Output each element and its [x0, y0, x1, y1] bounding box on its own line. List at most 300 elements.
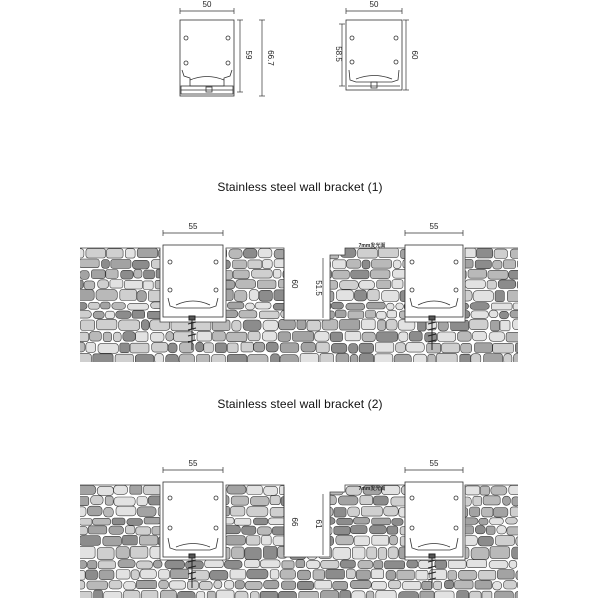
stone: [329, 486, 344, 495]
stone: [517, 281, 535, 290]
stone: [259, 311, 279, 319]
stone: [248, 331, 260, 341]
stone: [348, 311, 364, 319]
stone: [330, 332, 342, 342]
stone: [510, 249, 522, 258]
stone: [271, 354, 280, 365]
stone: [89, 302, 100, 309]
stone: [388, 547, 398, 559]
stone: [137, 248, 158, 257]
stone: [513, 303, 534, 310]
stone: [484, 354, 503, 365]
stone: [243, 249, 257, 258]
stone: [349, 344, 358, 354]
stone: [477, 249, 493, 258]
stone: [137, 507, 156, 517]
stone: [494, 249, 507, 258]
stone: [78, 353, 92, 364]
stone: [467, 560, 487, 568]
stone: [130, 343, 149, 353]
section-2-depth-left: 66: [290, 517, 299, 527]
stone: [239, 311, 257, 319]
stone: [102, 260, 110, 269]
stone: [416, 570, 428, 580]
stone: [388, 580, 401, 588]
stone: [512, 547, 526, 559]
stone: [214, 580, 222, 588]
stone: [304, 536, 316, 546]
stone: [249, 290, 259, 301]
stone: [464, 536, 478, 546]
stone: [257, 527, 272, 535]
stone: [93, 354, 113, 365]
stone: [321, 560, 339, 568]
stone: [293, 332, 314, 342]
mounting-profile-1-right: [405, 245, 463, 317]
stone: [331, 343, 347, 353]
stone: [227, 485, 246, 494]
stone: [516, 571, 535, 581]
stone: [242, 526, 256, 534]
stone: [340, 590, 351, 600]
stone: [377, 312, 387, 320]
stone: [86, 343, 96, 353]
stone: [394, 354, 411, 365]
stone: [428, 354, 436, 365]
stone: [281, 581, 295, 589]
stone: [397, 570, 414, 580]
stone: [366, 311, 376, 319]
stone: [358, 561, 373, 569]
stone: [137, 497, 147, 506]
stone: [406, 342, 424, 352]
stone: [84, 281, 95, 290]
stone: [118, 560, 135, 568]
stone: [247, 507, 268, 517]
stone: [292, 303, 300, 310]
stone: [378, 248, 398, 257]
stone: [217, 590, 235, 600]
stone: [222, 517, 234, 524]
stone: [282, 561, 294, 569]
stone: [488, 270, 508, 279]
stone: [378, 548, 387, 560]
stone: [366, 591, 374, 600]
stone: [296, 560, 305, 568]
section-2-left-width: 55: [188, 459, 198, 468]
stone: [321, 591, 339, 600]
stone: [318, 496, 336, 505]
stone: [197, 332, 212, 342]
stone: [88, 526, 107, 534]
stone: [370, 270, 390, 279]
stone: [116, 311, 132, 319]
stone: [491, 303, 512, 310]
stone: [281, 310, 298, 318]
stone-texture-2: [72, 485, 540, 600]
stone: [99, 570, 114, 580]
stone: [262, 332, 277, 342]
stone: [80, 536, 101, 546]
stone: [250, 497, 269, 506]
stone: [515, 591, 530, 600]
stone: [519, 560, 533, 568]
stone: [506, 332, 523, 342]
stone: [307, 248, 319, 257]
stone: [498, 280, 516, 289]
stone: [493, 343, 514, 353]
bracket-1-caption: Stainless steel wall bracket (1): [217, 180, 383, 194]
stone: [125, 249, 135, 258]
stone: [278, 591, 296, 600]
stone: [340, 320, 360, 331]
stone: [120, 343, 130, 353]
stone: [120, 290, 137, 301]
stone: [470, 303, 489, 310]
stone: [235, 519, 251, 526]
stone: [227, 354, 247, 365]
stone: [495, 591, 514, 600]
stone: [279, 319, 296, 330]
stone: [517, 260, 536, 269]
stone: [386, 303, 394, 310]
stone: [247, 569, 268, 579]
stone: [399, 592, 419, 601]
stone: [81, 320, 95, 331]
stone: [116, 570, 130, 580]
stone: [152, 342, 168, 352]
section-1-left-width: 55: [188, 222, 198, 231]
stone: [307, 320, 320, 331]
stone: [335, 310, 346, 318]
stone: [489, 310, 498, 318]
stone: [372, 536, 389, 546]
profile-2-width-label: 50: [369, 0, 379, 9]
stone: [160, 590, 176, 600]
stone: [78, 507, 86, 517]
stone: [127, 303, 148, 310]
stone: [295, 269, 304, 278]
stone: [370, 526, 387, 534]
stone: [296, 260, 313, 269]
stone: [197, 355, 210, 366]
stone: [72, 527, 88, 535]
stone: [512, 497, 520, 506]
stone: [299, 591, 319, 600]
stone: [378, 320, 386, 331]
stone: [376, 343, 394, 353]
stone: [86, 249, 106, 258]
stone: [516, 536, 529, 546]
stone: [287, 249, 307, 258]
stone: [155, 353, 164, 364]
stone: [297, 581, 313, 589]
section-1-depth-left: 60: [290, 279, 299, 289]
stone: [295, 506, 305, 516]
stone: [141, 591, 158, 600]
stone: [245, 560, 260, 568]
stone: [159, 580, 169, 588]
wall-section-2: [72, 459, 540, 600]
stone: [174, 332, 195, 342]
stone: [98, 561, 115, 569]
stone: [153, 560, 162, 568]
stone: [392, 280, 403, 289]
stone: [106, 311, 115, 319]
stone: [75, 249, 84, 258]
stone: [98, 344, 118, 354]
stone: [403, 581, 421, 589]
stone: [460, 354, 471, 365]
section-2-note: 7mm发光面: [358, 486, 386, 492]
stone: [487, 280, 496, 289]
stone: [76, 581, 85, 589]
stone: [326, 569, 345, 579]
stone: [233, 260, 247, 269]
stone: [243, 320, 261, 331]
stone: [78, 561, 87, 569]
stone: [266, 342, 278, 352]
stone: [91, 496, 104, 505]
stone: [351, 270, 369, 279]
stone: [134, 269, 142, 278]
stone: [385, 561, 405, 569]
stone: [235, 591, 248, 600]
stone-texture-1: [73, 248, 537, 365]
stone: [131, 570, 139, 580]
stone: [270, 570, 279, 580]
mounting-profile-2-right: [405, 482, 463, 557]
stone: [465, 486, 480, 495]
stone: [382, 291, 399, 302]
stone: [333, 270, 350, 279]
profile-1-height-outer-label: 66.7: [266, 50, 275, 66]
stone: [352, 547, 365, 559]
stone: [322, 311, 335, 319]
profile-2-height-outer-label: 60: [410, 50, 419, 60]
stone: [348, 507, 360, 517]
stone: [171, 569, 189, 579]
stone: [336, 353, 349, 364]
stone: [75, 497, 89, 506]
stone: [336, 535, 354, 545]
stone: [490, 518, 504, 525]
stone: [338, 496, 358, 505]
stone: [470, 591, 482, 600]
stone: [457, 591, 469, 601]
stone: [305, 270, 317, 279]
stone: [179, 354, 194, 365]
stone: [222, 290, 233, 301]
stone: [437, 332, 455, 342]
stone: [288, 536, 303, 546]
stone: [407, 560, 418, 568]
stone: [351, 526, 368, 534]
stone: [86, 570, 98, 580]
stone: [116, 506, 136, 516]
stone: [353, 517, 369, 524]
stone: [507, 291, 519, 302]
section-2-right-width: 55: [429, 459, 439, 468]
stone: [420, 591, 434, 600]
stone: [490, 547, 510, 559]
stone: [104, 592, 122, 601]
stone: [97, 486, 113, 495]
stone: [489, 561, 508, 569]
stone: [422, 581, 432, 589]
stone: [358, 249, 378, 258]
stone: [98, 280, 109, 289]
stone: [398, 320, 415, 331]
stone: [316, 486, 328, 495]
stone: [334, 526, 350, 534]
stone: [135, 355, 154, 366]
stone: [273, 269, 281, 278]
stone: [427, 343, 441, 353]
stone: [396, 343, 406, 353]
stone: [315, 260, 331, 269]
stone: [475, 581, 492, 589]
stone: [347, 260, 361, 269]
stone: [259, 290, 272, 301]
stone: [165, 561, 185, 569]
mounting-profile-1-left: [163, 245, 223, 317]
stone: [169, 581, 185, 589]
stone: [132, 311, 145, 319]
stone: [274, 259, 295, 268]
stone: [290, 548, 306, 560]
stone: [317, 536, 334, 546]
stone: [367, 302, 386, 309]
stone: [77, 546, 95, 558]
stone: [521, 497, 540, 506]
stone: [247, 486, 262, 495]
stone: [245, 548, 261, 560]
stone: [387, 526, 398, 534]
stone: [196, 342, 204, 352]
stone: [280, 343, 299, 353]
stone: [372, 581, 387, 589]
stone: [514, 354, 527, 365]
stone: [320, 353, 334, 364]
stone: [230, 570, 246, 580]
stone: [257, 280, 276, 289]
profile-2-height-dimensions: [339, 20, 409, 90]
stone: [236, 280, 256, 289]
stone: [479, 570, 496, 580]
stone: [503, 260, 515, 269]
stone: [215, 343, 226, 353]
stone: [509, 270, 528, 279]
stone: [372, 260, 392, 269]
stone: [504, 581, 517, 589]
profile-2-height-inner-label: 58.5: [334, 46, 343, 62]
stone: [234, 291, 247, 302]
stone: [435, 591, 455, 600]
stone: [241, 342, 253, 352]
stone: [384, 506, 399, 516]
stone: [227, 343, 238, 353]
profile-1-body: [180, 20, 234, 96]
stone: [316, 343, 329, 353]
stone: [307, 548, 317, 560]
stone: [346, 569, 355, 579]
stone: [270, 496, 280, 505]
stone: [464, 248, 476, 257]
stone: [297, 291, 316, 302]
stone: [114, 497, 135, 506]
section-2-depth-right: 61: [314, 519, 323, 529]
stone: [137, 291, 146, 302]
stone: [260, 591, 277, 600]
stone: [74, 570, 86, 580]
stone: [475, 343, 493, 353]
stone: [166, 332, 174, 342]
stone: [262, 260, 272, 269]
stone: [248, 260, 262, 269]
stone: [471, 354, 481, 365]
stone: [289, 485, 304, 494]
stone: [356, 570, 370, 580]
stone: [352, 591, 366, 600]
stone: [245, 581, 262, 589]
stone: [278, 546, 288, 558]
stone: [75, 342, 85, 352]
stone: [124, 582, 136, 590]
stone: [475, 260, 491, 269]
stone: [448, 571, 457, 581]
stone: [88, 561, 97, 569]
stone: [473, 291, 494, 302]
stone: [264, 580, 279, 588]
stone: [246, 536, 260, 546]
stone: [386, 320, 397, 331]
stone: [346, 303, 365, 310]
stone: [177, 591, 195, 600]
stone: [513, 319, 524, 330]
stone: [462, 259, 473, 268]
stone: [80, 519, 92, 526]
stone: [354, 290, 366, 301]
stone: [482, 507, 493, 517]
stone: [127, 519, 143, 526]
stone: [491, 320, 500, 331]
stone: [435, 560, 447, 568]
stone: [110, 280, 123, 289]
stone: [93, 518, 111, 525]
stone: [468, 269, 487, 278]
stone: [515, 343, 523, 353]
stone: [205, 560, 224, 568]
stone: [270, 507, 285, 517]
stone: [334, 508, 346, 518]
stone: [136, 332, 148, 342]
stone: [247, 355, 268, 366]
stone: [262, 535, 272, 545]
stone: [91, 270, 105, 279]
stone: [73, 303, 87, 310]
stone: [399, 332, 408, 342]
stone: [350, 580, 371, 588]
stone: [368, 290, 380, 301]
stone: [109, 581, 122, 589]
stone: [465, 280, 485, 289]
stone: [359, 354, 374, 365]
stone: [73, 290, 94, 301]
stone: [340, 248, 356, 257]
profile-drawing-1: [180, 0, 275, 96]
stone: [340, 560, 355, 568]
